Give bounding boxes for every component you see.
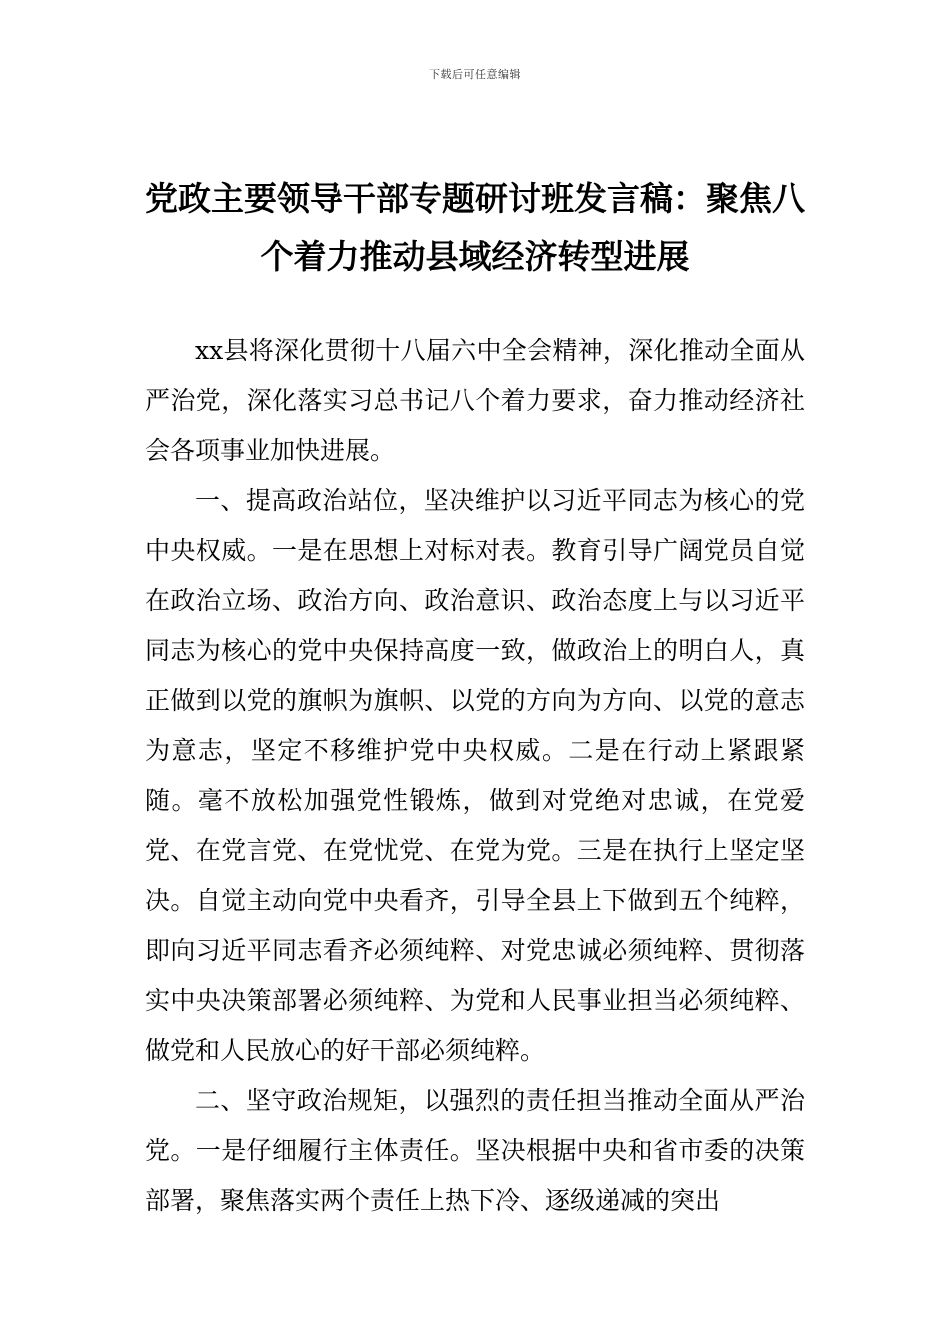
paragraph-section-one: 一、提高政治站位，坚决维护以习近平同志为核心的党中央权威。一是在思想上对标对表。教育引导广阔党员自觉在政治立场、政治方向、政治意识、政治态度上与以习近平同志为核心的党中央保持高度一致，做政治上的明白人，真正做到以党的旗帜为旗帜、以党的方向为方向、以党的意志为意志，坚定不移维护党中央权威。二是在行动上紧跟紧随。毫不放松加强党性锻炼，做到对党绝对忠诚，在党爱党、在党言党、在党忧党、在党为党。三是在执行上坚定坚决。自觉主动向党中央看齐，引导全县上下做到五个纯粹，即向习近平同志看齐必须纯粹、对党忠诚必须纯粹、贯彻落实中央决策部署必须纯粹、为党和人民事业担当必须纯粹、做党和人民放心的好干部必须纯粹。 xyxy=(145,486,805,1065)
paragraph-section-two: 二、坚守政治规矩，以强烈的责任担当推动全面从严治党。一是仔细履行主体责任。坚决根据中央和省市委的决策部署，聚焦落实两个责任上热下冷、逐级递减的突出 xyxy=(145,1086,805,1215)
document-body xyxy=(145,326,805,1226)
document-title: 党政主要领导干部专题研讨班发言稿：聚焦八个着力推动县域经济转型进展 xyxy=(145,179,805,276)
header-note: 下载后可任意编辑 xyxy=(429,68,521,81)
paragraph-intro: xx县将深化贯彻十八届六中全会精神，深化推动全面从严治党，深化落实习总书记八个着力要求，奋力推动经济社会各项事业加快进展。 xyxy=(145,336,805,465)
